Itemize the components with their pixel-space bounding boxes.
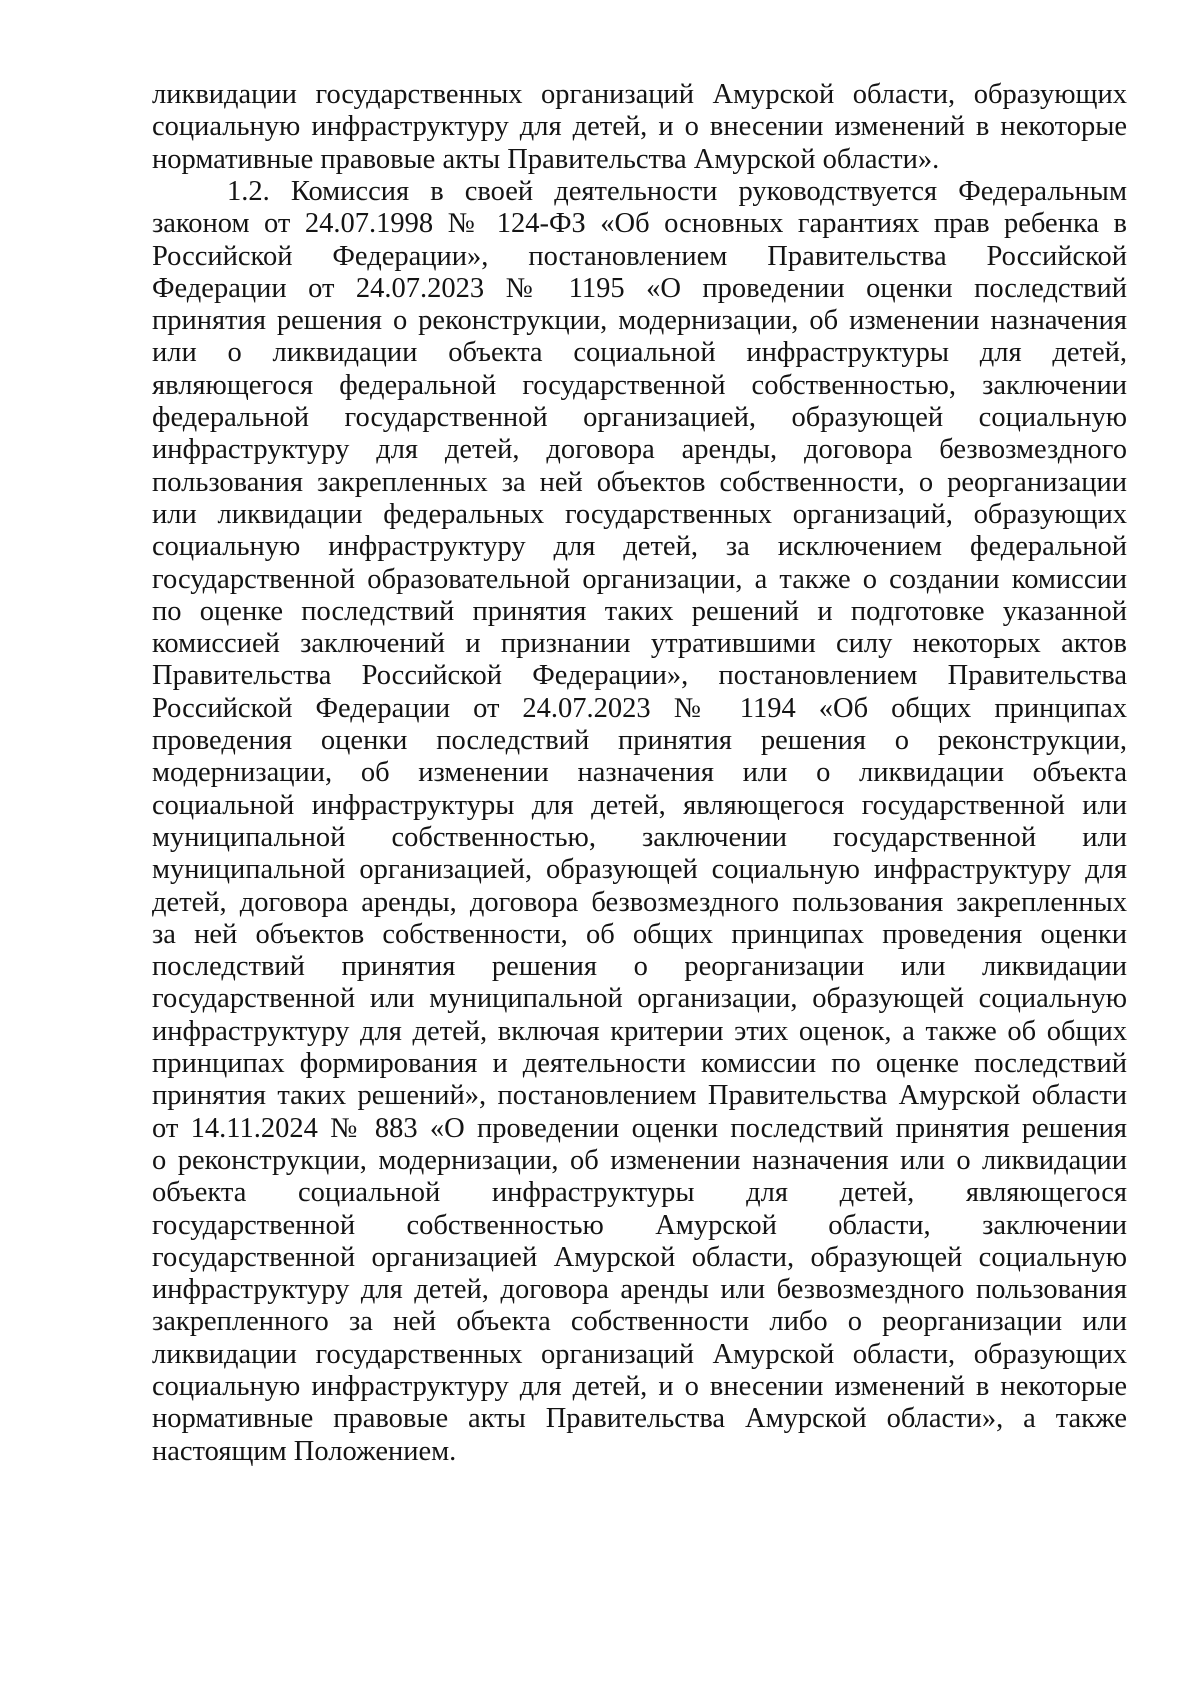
text-line: нормативные правовые акты Правительства Амурской области», а также — [152, 1403, 1127, 1435]
text-line: по оценке последствий принятия таких решений и подготовке указанной — [152, 595, 1127, 627]
text-line: проведения оценки последствий принятия решения о реконструкции, — [152, 725, 1127, 757]
text-line: или ликвидации федеральных государственных организаций, образующих — [152, 498, 1127, 530]
text-line: государственной собственностью Амурской области, заключении — [152, 1209, 1127, 1241]
text-line: Правительства Российской Федерации», постановлением Правительства — [152, 660, 1127, 692]
text-line: нормативные правовые акты Правительства Амурской области». — [152, 143, 940, 175]
text-line: ликвидации государственных организаций Амурской области, образующих — [152, 1338, 1127, 1370]
text-line: федеральной государственной организацией, образующей социальную — [152, 402, 1127, 434]
text-line: закрепленного за ней объекта собственности либо о реорганизации или — [152, 1306, 1127, 1338]
text-line: инфраструктуру для детей, договора аренды или безвозмездного пользования — [152, 1274, 1127, 1306]
text-line: последствий принятия решения о реорганизации или ликвидации — [152, 951, 1127, 983]
text-line: социальную инфраструктуру для детей, за исключением федеральной — [152, 531, 1127, 563]
text-line: от 14.11.2024 № 883 «О проведении оценки последствий принятия решения — [152, 1112, 1127, 1144]
text-line: инфраструктуру для детей, договора аренды, договора безвозмездного — [152, 434, 1127, 466]
text-line: или о ликвидации объекта социальной инфраструктуры для детей, — [152, 337, 1127, 369]
text-line: государственной организацией Амурской области, образующей социальную — [152, 1241, 1127, 1273]
text-line: являющегося федеральной государственной собственностью, заключении — [152, 369, 1127, 401]
text-line: за ней объектов собственности, об общих принципах проведения оценки — [152, 918, 1127, 950]
text-line: принятия таких решений», постановлением Правительства Амурской области — [152, 1080, 1127, 1112]
text-line: государственной образовательной организации, а также о создании комиссии — [152, 563, 1127, 595]
text-line: социальной инфраструктуры для детей, являющегося государственной или — [152, 789, 1127, 821]
text-line: государственной или муниципальной организации, образующей социальную — [152, 983, 1127, 1015]
text-line: принципах формирования и деятельности комиссии по оценке последствий — [152, 1048, 1127, 1080]
text-line: Федерации от 24.07.2023 № 1195 «О проведении оценки последствий — [152, 272, 1127, 304]
text-line: инфраструктуру для детей, включая критерии этих оценок, а также об общих — [152, 1015, 1127, 1047]
text-line: 1.2. Комиссия в своей деятельности руководствуется Федеральным — [227, 176, 1127, 207]
text-line: комиссией заключений и признании утратившими силу некоторых актов — [152, 628, 1127, 660]
text-line: ликвидации государственных организаций Амурской области, образующих — [152, 79, 1127, 110]
text-line: объекта социальной инфраструктуры для детей, являющегося — [152, 1177, 1127, 1209]
text-line: о реконструкции, модернизации, об изменении назначения или о ликвидации — [152, 1144, 1127, 1176]
text-line: модернизации, об изменении назначения или о ликвидации объекта — [152, 757, 1127, 789]
text-line: социальную инфраструктуру для детей, и о внесении изменений в некоторые — [152, 1370, 1127, 1402]
text-line: муниципальной организацией, образующей социальную инфраструктуру для — [152, 854, 1127, 886]
text-line: социальную инфраструктуру для детей, и о внесении изменений в некоторые — [152, 111, 1127, 143]
text-line: пользования закрепленных за ней объектов собственности, о реорганизации — [152, 466, 1127, 498]
text-line: принятия решения о реконструкции, модернизации, об изменении назначения — [152, 305, 1127, 337]
text-line: муниципальной собственностью, заключении государственной или — [152, 821, 1127, 853]
text-line: детей, договора аренды, договора безвозмездного пользования закрепленных — [152, 886, 1127, 918]
section-1-2-paragraph — [152, 176, 1127, 1468]
text-line: законом от 24.07.1998 № 124-ФЗ «Об основных гарантиях прав ребенка в — [152, 208, 1127, 240]
text-line: Российской Федерации», постановлением Правительства Российской — [152, 240, 1127, 272]
text-line: настоящим Положением. — [152, 1435, 457, 1467]
intro-paragraph — [152, 79, 1127, 176]
text-line: Российской Федерации от 24.07.2023 № 1194 «Об общих принципах — [152, 692, 1127, 724]
